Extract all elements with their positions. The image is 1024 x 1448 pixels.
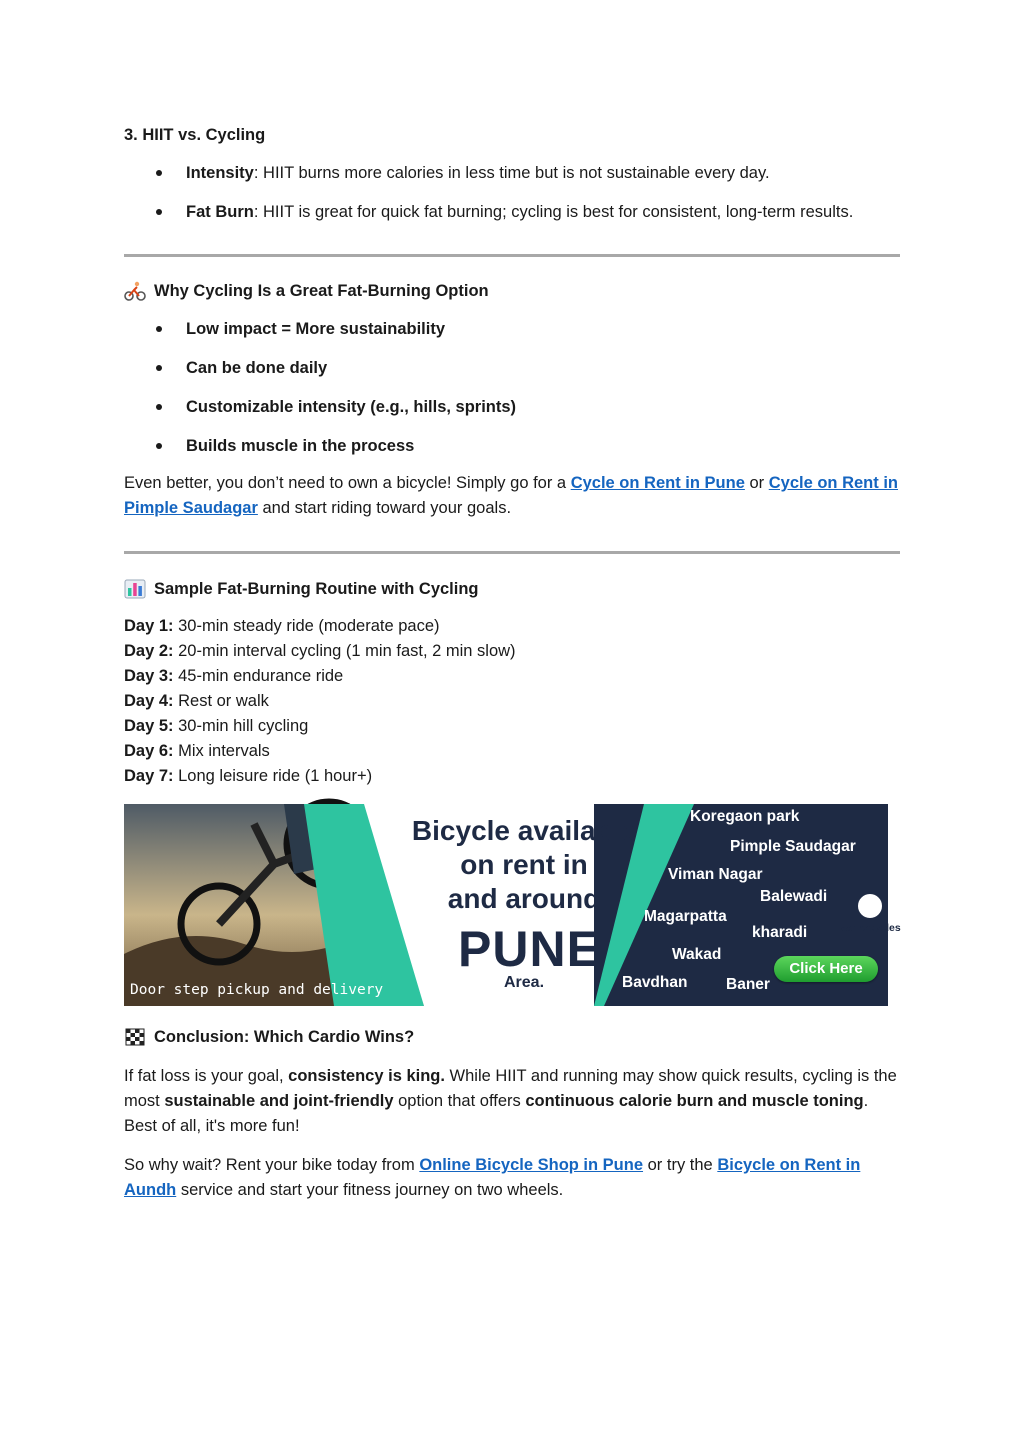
routine-day: Day 4: Rest or walk — [124, 692, 269, 710]
banner-location: Bavdhan — [622, 974, 688, 991]
routine-day: Day 5: 30-min hill cycling — [124, 717, 309, 735]
routine-day: Day 6: Mix intervals — [124, 742, 270, 760]
banner-location: Baner — [726, 976, 770, 993]
banner-location: Wakad — [672, 946, 722, 963]
hiit-heading: 3. HIIT vs. Cycling — [124, 126, 266, 144]
bicycle-rent-aundh-link[interactable]: Bicycle on Rent in Aundh — [124, 1156, 861, 1199]
why-cycling-list — [124, 318, 900, 457]
list-item: Builds muscle in the process — [124, 435, 900, 457]
banner-brand: sanrocycles — [840, 922, 901, 934]
bicycle-logo-icon — [856, 892, 884, 920]
routine-day: Day 2: 20-min interval cycling (1 min fast, 2 min slow) — [124, 642, 516, 660]
routine-heading: Sample Fat-Burning Routine with Cycling — [124, 578, 900, 600]
list-item: Fat Burn: HIIT is great for quick fat burning; cycling is best for consistent, long-term results. — [124, 201, 900, 223]
section-divider — [124, 254, 900, 257]
cycle-rent-pimple-saudagar-link[interactable]: Cycle on Rent in Pimple Saudagar — [124, 474, 899, 517]
banner-city: PUNE — [458, 921, 601, 977]
routine-day: Day 3: 45-min endurance ride — [124, 667, 344, 685]
document-page — [124, 124, 900, 1203]
banner-area: Area. — [504, 974, 545, 991]
banner-location: Viman Nagar — [668, 866, 763, 883]
click-here-button[interactable]: Click Here — [774, 956, 878, 982]
rental-banner-image[interactable] — [124, 804, 901, 1006]
bar-chart-icon — [124, 579, 146, 599]
banner-location: Pimple Saudagar — [730, 838, 856, 855]
conclusion-heading: Conclusion: Which Cardio Wins? — [124, 1026, 900, 1048]
list-item: Can be done daily — [124, 357, 900, 379]
cyclist-icon — [124, 281, 146, 301]
banner-location: Magarpatta — [644, 908, 727, 925]
list-item: Low impact = More sustainability — [124, 318, 900, 340]
routine-day: Day 7: Long leisure ride (1 hour+) — [124, 767, 373, 785]
why-cycling-heading: Why Cycling Is a Great Fat-Burning Option — [124, 280, 900, 302]
banner-location: kharadi — [752, 924, 808, 941]
banner-tagline: Door step pickup and delivery — [130, 982, 384, 998]
hiit-bullet-list — [124, 162, 900, 223]
list-item: Intensity: HIIT burns more calories in less time but is not sustainable every day. — [124, 162, 900, 184]
online-bicycle-shop-link[interactable]: Online Bicycle Shop in Pune — [419, 1156, 644, 1174]
conclusion-paragraph: If fat loss is your goal, consistency is king. While HIIT and running may show quick results, cycling is the most sustainable and joint-friendly option that offers continuous calorie burn and muscle toning. Best of all, it's more fun! — [124, 1067, 897, 1135]
checkered-flag-icon — [124, 1027, 146, 1047]
banner-location: Balewadi — [760, 888, 828, 905]
rent-cta-paragraph: So why wait? Rent your bike today from Online Bicycle Shop in Pune or try the Bicycle on Rent in Aundh service and start your fitness journey on two wheels. — [124, 1156, 861, 1199]
routine-day-list — [124, 614, 900, 789]
rent-paragraph: Even better, you don’t need to own a bicycle! Simply go for a Cycle on Rent in Pune or Cycle on Rent in Pimple Saudagar and start riding toward your goals. — [124, 474, 899, 517]
list-item: Customizable intensity (e.g., hills, sprints) — [124, 396, 900, 418]
routine-day: Day 1: 30-min steady ride (moderate pace) — [124, 617, 440, 635]
banner-location: Koregaon park — [690, 808, 800, 825]
section-divider — [124, 551, 900, 554]
banner-headline: Bicycle available on rent in and around — [411, 815, 637, 914]
cycle-rent-pune-link[interactable]: Cycle on Rent in Pune — [570, 474, 745, 492]
